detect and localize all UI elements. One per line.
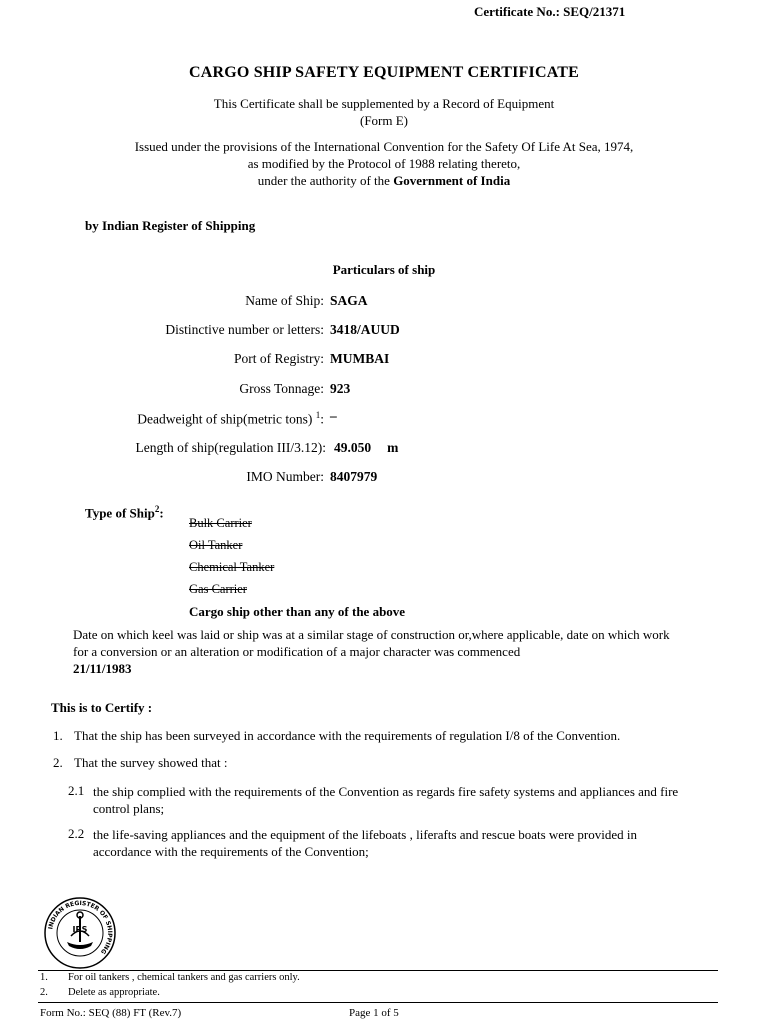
certify-heading: This is to Certify : [51,700,153,715]
type-of-ship-colon: : [159,505,164,521]
supplement-line-2: (Form E) [359,113,409,128]
ship-type-selected: Cargo ship other than any of the above [189,604,406,619]
ship-name-value: SAGA [330,293,368,308]
form-number: Form No.: SEQ (88) FT (Rev.7) [40,1007,182,1019]
item-number: 2. [53,755,63,770]
gross-tonnage-label: Gross Tonnage: [239,381,324,396]
certificate-number: Certificate No.: SEQ/21371 [474,4,626,19]
issued-line-2: as modified by the Protocol of 1988 relating thereto, [247,156,521,171]
issued-line-3 [0,173,768,189]
certify-item-1: That the ship has been surveyed in accordance with the requirements of regulation I/8 of the Convention. [74,728,621,743]
ship-type-option-struck: Bulk Carrier [189,516,252,530]
length-number: 49.050 [334,440,372,455]
imo-number-value: 8407979 [330,469,378,484]
length-unit: m [387,440,399,455]
ship-type-option-struck: Oil Tanker [189,538,243,552]
length-label: Length of ship(regulation III/3.12): [135,440,326,455]
deadweight-label-text: Deadweight of ship(metric tons) [137,411,313,427]
keel-laid-text: Date on which keel was laid or ship was at a similar stage of construction or,where applicable, date on which work for a conversion or an alteration or modification of a major character was commenced [73,627,670,659]
port-of-registry-value: MUMBAI [330,351,390,366]
distinctive-number-value: 3418/AUUD [330,322,400,337]
item-number: 2.2 [68,826,85,841]
ship-type-option-struck: Gas Carrier [189,582,247,596]
issued-authority-prefix: under the authority of the [257,173,390,188]
irs-seal-logo [43,896,117,970]
ship-type-option-struck: Chemical Tanker [189,560,275,574]
ship-name-label: Name of Ship: [245,293,324,308]
certify-item-2-1: the ship complied with the requirements of the Convention as regards fire safety systems and appliances and fire control plans; [93,784,679,816]
item-number: 2.1 [68,783,85,798]
issuing-government: Government of India [393,173,511,188]
seal-irs-text: IRS [72,925,88,934]
deadweight-value: – [330,408,337,423]
particulars-heading: Particulars of ship [332,262,436,277]
footnote-ref-2: 2 [154,504,160,514]
supplement-line-1: This Certificate shall be supplemented by a Record of Equipment [213,96,555,111]
footnote-2: Delete as appropriate. [68,987,160,998]
item-number: 1. [53,728,63,743]
certify-item-2: That the survey showed that : [74,755,228,770]
footer-divider [38,1002,718,1003]
imo-number-label: IMO Number: [246,469,324,484]
length-value [334,440,398,456]
keel-laid-date: 21/11/1983 [73,661,132,676]
footnote-divider [38,970,718,971]
svg-text:INDIAN REGISTER OF SHIPPING: INDIAN REGISTER OF SHIPPING [47,899,114,956]
type-of-ship-label-text: Type of Ship [85,505,155,521]
deadweight-colon: : [320,411,324,427]
page-number: Page 1 of 5 [349,1007,399,1019]
footnote-ref-1: 1 [315,410,321,420]
gross-tonnage-value: 923 [330,381,351,396]
certify-item-2-2: the life-saving appliances and the equipment of the lifeboats , liferafts and rescue boats were provided in accordance with the requirements of the Convention; [93,827,638,859]
deadweight-label [137,410,324,428]
footnote-number: 1. [40,972,48,983]
type-of-ship-label [85,504,164,521]
footnote-number: 2. [40,987,48,998]
distinctive-number-label: Distinctive number or letters: [165,322,324,337]
issued-line-1: Issued under the provisions of the International Convention for the Safety Of Life At Sea, 1974, [134,139,634,154]
footnote-1: For oil tankers , chemical tankers and gas carriers only. [68,972,300,983]
issued-by: by Indian Register of Shipping [85,218,256,233]
page-title: CARGO SHIP SAFETY EQUIPMENT CERTIFICATE [188,64,580,81]
port-of-registry-label: Port of Registry: [234,351,324,366]
